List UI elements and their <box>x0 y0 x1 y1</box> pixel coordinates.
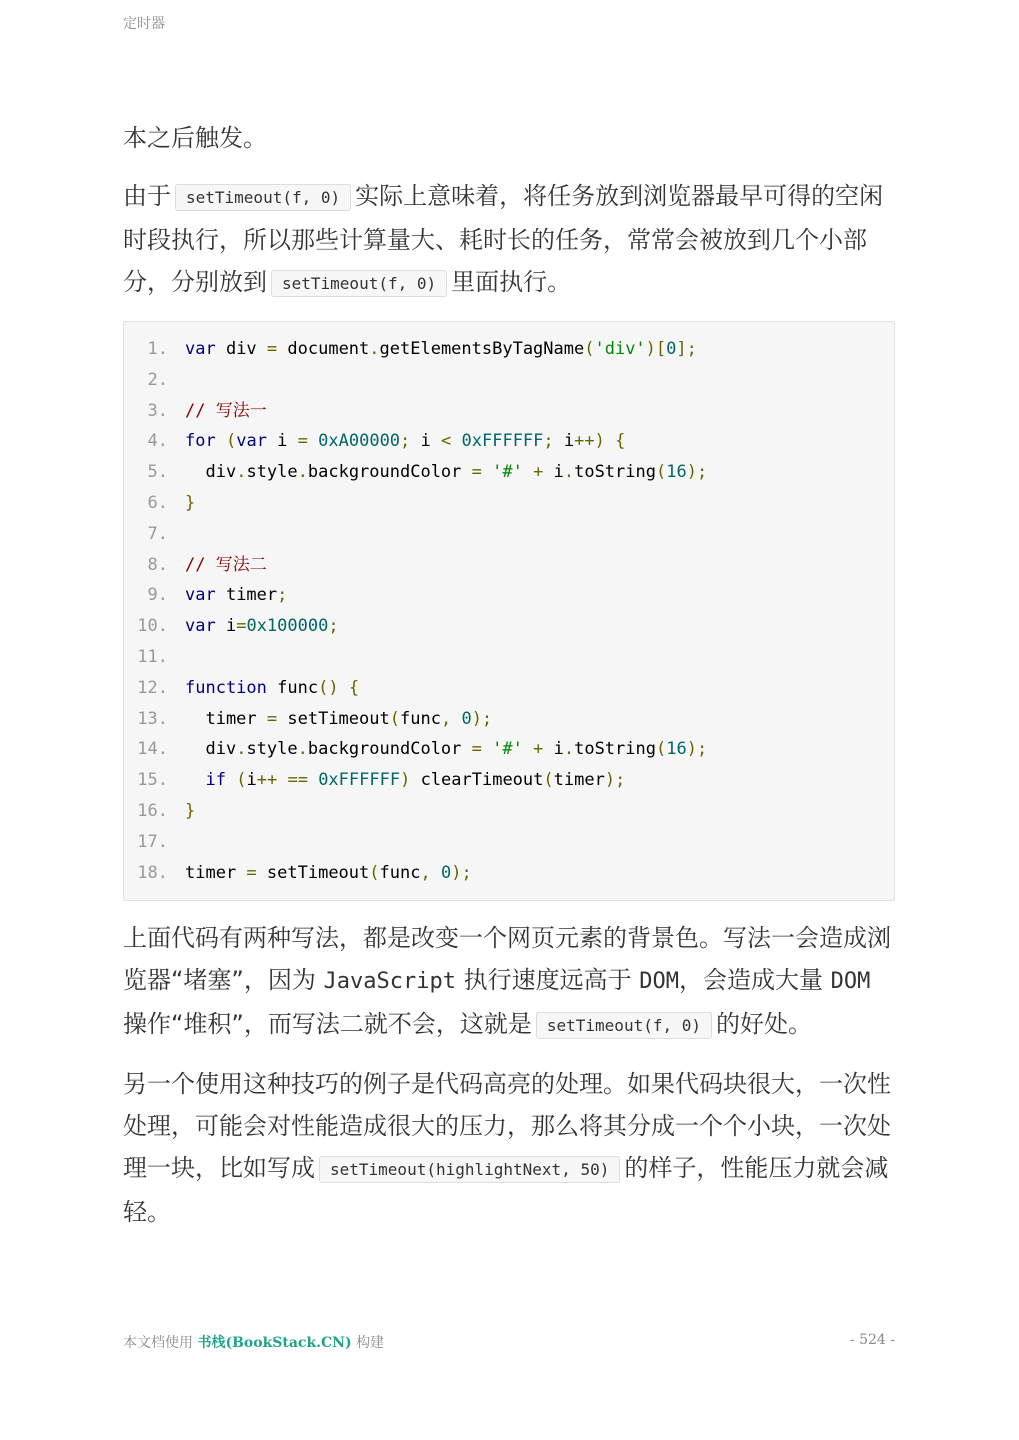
code-token: ; <box>277 585 288 606</box>
code-token: ); <box>471 708 493 729</box>
inline-mono: JavaScript <box>323 969 456 995</box>
code-text <box>185 858 472 889</box>
line-number: 3. <box>147 400 168 421</box>
code-token: ( <box>584 339 595 359</box>
line-number: 6. <box>147 492 168 513</box>
code-token: i <box>246 770 257 791</box>
code-token <box>482 739 492 759</box>
code-token: func <box>266 677 319 698</box>
code-token <box>308 770 318 790</box>
paragraph-text: 上面代码有两种写法，都是改变一个网页元素的背景色。写法一会造成浏览器“堵塞”，因为 <box>123 924 891 995</box>
inline-code: setTimeout(f, 0) <box>175 184 351 211</box>
paragraph-text: ，会造成大量 <box>678 966 831 995</box>
inline-code: setTimeout(f, 0) <box>271 270 447 297</box>
paragraph-0 <box>123 117 895 159</box>
code-token: document <box>277 339 370 359</box>
line-number: 17. <box>137 831 168 852</box>
code-token: toString <box>574 462 656 483</box>
code-token: )[ <box>645 339 667 359</box>
code-token: = <box>471 462 482 483</box>
code-token: . <box>236 462 247 483</box>
code-line <box>124 765 894 796</box>
code-line <box>124 488 894 519</box>
code-token: = <box>471 739 482 760</box>
page-number: - 524 - <box>849 1332 895 1348</box>
code-token: ; <box>400 431 411 452</box>
code-line <box>124 457 894 488</box>
code-line <box>124 642 894 673</box>
code-token: } <box>185 800 196 821</box>
code-token: 0xFFFFFF <box>461 431 544 452</box>
code-token: ( <box>225 431 237 452</box>
line-number: 2. <box>147 369 168 390</box>
code-token: toString <box>574 739 656 760</box>
code-token: ( <box>236 770 247 791</box>
code-token <box>482 462 492 482</box>
code-line <box>124 827 894 858</box>
code-token: = <box>297 431 308 452</box>
code-token <box>451 431 461 451</box>
code-token: i <box>543 739 564 760</box>
paragraph-text: 操作“堆积”，而写法二就不会，这就是 <box>123 1010 532 1039</box>
code-token: var <box>185 339 216 359</box>
line-number: 9. <box>147 585 168 606</box>
line-number: 11. <box>137 646 168 667</box>
code-token: i <box>543 462 564 483</box>
code-token: i <box>266 431 298 452</box>
code-token: ]; <box>676 339 697 359</box>
code-token: ) <box>400 770 411 791</box>
code-text <box>185 488 195 519</box>
code-token: '#' <box>492 462 523 483</box>
code-token: ( <box>655 739 667 760</box>
code-token: . <box>563 462 575 483</box>
code-text <box>185 673 359 704</box>
line-number: 13. <box>137 708 168 729</box>
code-token: () <box>318 677 339 698</box>
inline-code: setTimeout(f, 0) <box>536 1012 712 1039</box>
code-text <box>185 550 267 581</box>
code-token: == <box>287 770 308 791</box>
code-token: div <box>215 339 267 359</box>
code-text <box>185 704 492 735</box>
code-text <box>185 734 707 765</box>
code-token: = <box>266 339 278 359</box>
code-token: 16 <box>666 462 687 483</box>
code-token: ++) <box>574 431 605 452</box>
code-line <box>124 673 894 704</box>
code-token <box>185 770 205 790</box>
code-line <box>124 734 894 765</box>
code-token: ); <box>604 770 626 791</box>
article-content <box>123 117 895 1249</box>
code-token: function <box>185 677 267 698</box>
code-token: func <box>399 708 441 729</box>
code-line <box>124 396 894 427</box>
line-number: 1. <box>147 339 168 359</box>
code-token: ); <box>686 462 708 483</box>
footer-suffix: 构建 <box>356 1335 385 1351</box>
code-text <box>185 396 267 427</box>
inline-code: setTimeout(highlightNext, 50) <box>319 1156 620 1183</box>
inline-mono: DOM <box>830 969 871 995</box>
code-token <box>277 770 287 790</box>
code-token: 0 <box>440 862 452 883</box>
code-token: , <box>440 708 452 729</box>
code-token: timer <box>215 585 278 606</box>
code-token <box>226 770 236 790</box>
code-token: . <box>297 739 308 760</box>
code-token: div <box>185 462 237 483</box>
code-line <box>124 796 894 827</box>
section-title: 定时器 <box>123 16 165 32</box>
code-token: ; <box>543 431 554 452</box>
code-line <box>124 611 894 642</box>
inline-mono: DOM <box>639 969 679 995</box>
line-number: 5. <box>147 462 168 483</box>
code-text <box>185 426 625 457</box>
paragraph-text: 实际上意味着，将任务放到浏览器最早可得的空闲时段执行，所以那些计算量大、耗时长的任务，常常会被放到几个小部分，分别放到 <box>123 182 884 296</box>
code-token: 'div' <box>594 339 646 359</box>
paragraph-2 <box>123 917 895 1047</box>
code-token: = <box>236 616 247 637</box>
code-token: ( <box>369 862 380 883</box>
code-token: div <box>185 739 237 760</box>
code-token: . <box>236 739 247 760</box>
code-block <box>123 321 895 901</box>
line-number: 16. <box>137 800 168 821</box>
footer-credit <box>123 1332 384 1352</box>
code-token: timer <box>553 770 605 791</box>
paragraph-text: 执行速度远高于 <box>455 966 640 995</box>
code-token: . <box>369 339 380 359</box>
paragraph-3 <box>123 1063 895 1233</box>
code-token: i <box>410 431 442 452</box>
code-line <box>124 519 894 550</box>
line-number: 8. <box>147 554 168 575</box>
code-token: ( <box>543 770 554 791</box>
paragraph-text: 的好处。 <box>716 1010 812 1039</box>
code-text <box>185 334 697 365</box>
code-token: i <box>215 616 237 637</box>
code-token: ( <box>655 462 667 483</box>
code-token: 0xA00000 <box>318 431 401 452</box>
code-token: setTimeout <box>277 708 390 729</box>
code-token: i <box>553 431 575 452</box>
code-line <box>124 426 894 457</box>
code-token: timer <box>185 708 267 729</box>
code-line <box>124 365 894 396</box>
code-token <box>605 431 615 451</box>
code-token <box>431 863 441 883</box>
code-token <box>523 462 533 482</box>
code-token: , <box>420 862 431 883</box>
code-text <box>185 611 339 642</box>
code-token: 0 <box>461 708 472 729</box>
code-token: 16 <box>666 739 687 760</box>
code-token <box>216 431 226 451</box>
code-token: } <box>185 492 196 513</box>
code-token: + <box>533 462 544 483</box>
code-token: ; <box>328 616 339 637</box>
code-text <box>185 457 707 488</box>
code-text <box>185 580 287 611</box>
code-text <box>185 796 195 827</box>
code-token: backgroundColor <box>307 462 472 483</box>
paragraph-text: 里面执行。 <box>451 268 572 296</box>
code-line <box>124 550 894 581</box>
code-token <box>308 431 318 451</box>
code-token: func <box>379 862 421 883</box>
code-line <box>124 334 894 365</box>
page-header <box>123 13 165 33</box>
code-token: . <box>563 739 575 760</box>
paragraph-text: 由于 <box>123 182 171 210</box>
line-number: 10. <box>137 616 168 637</box>
line-number: 12. <box>137 677 168 698</box>
line-number: 14. <box>137 739 168 760</box>
code-token: setTimeout <box>256 862 370 883</box>
code-token: if <box>205 770 226 791</box>
code-token: // 写法一 <box>185 400 267 421</box>
code-token: timer <box>185 862 247 883</box>
code-token <box>451 709 461 729</box>
line-number: 15. <box>137 770 168 791</box>
code-token: for <box>185 431 216 452</box>
code-token: '#' <box>492 739 523 760</box>
code-token: // 写法二 <box>185 554 267 575</box>
code-text <box>185 765 625 796</box>
line-number: 18. <box>137 862 168 883</box>
code-token: = <box>266 708 278 729</box>
code-token: ); <box>686 739 708 760</box>
code-token: = <box>246 862 257 883</box>
code-token: style <box>246 739 298 760</box>
code-token: ++ <box>256 770 278 791</box>
code-token: clearTimeout <box>410 770 544 791</box>
line-number: 7. <box>147 523 168 544</box>
code-token: getElementsByTagName <box>379 339 585 359</box>
code-token: < <box>441 431 452 452</box>
code-token: + <box>533 739 544 760</box>
code-token: { <box>348 677 360 698</box>
code-line <box>124 580 894 611</box>
code-token <box>339 678 349 698</box>
code-token: ); <box>451 862 472 883</box>
code-line <box>124 704 894 735</box>
code-token: 0 <box>666 339 677 359</box>
paragraph-text: 本之后触发。 <box>123 124 267 152</box>
code-token: style <box>246 462 298 483</box>
code-token <box>523 739 533 759</box>
code-token: 0xFFFFFF <box>318 770 401 791</box>
code-token: var <box>185 585 216 606</box>
code-token: . <box>297 462 308 483</box>
code-token: ( <box>389 708 400 729</box>
code-token: { <box>615 431 626 452</box>
paragraph-text: 另一个使用这种技巧的例子是代码高亮的处理。如果代码块很大，一次性处理，可能会对性能造成很大的压力，那么将其分成一个个小块，一次处理一块，比如写成 <box>123 1070 891 1183</box>
code-token: var <box>236 431 267 452</box>
code-token: var <box>185 616 216 637</box>
footer-brand-link[interactable]: 书栈(BookStack.CN) <box>197 1335 352 1351</box>
code-line <box>124 858 894 889</box>
paragraph-1 <box>123 175 895 305</box>
line-number: 4. <box>147 431 168 452</box>
code-token: backgroundColor <box>307 739 472 760</box>
footer-prefix: 本文档使用 <box>123 1335 193 1351</box>
paragraph-text: 的样子，性能压力就会减轻。 <box>123 1154 889 1227</box>
code-token: 0x100000 <box>246 616 329 637</box>
